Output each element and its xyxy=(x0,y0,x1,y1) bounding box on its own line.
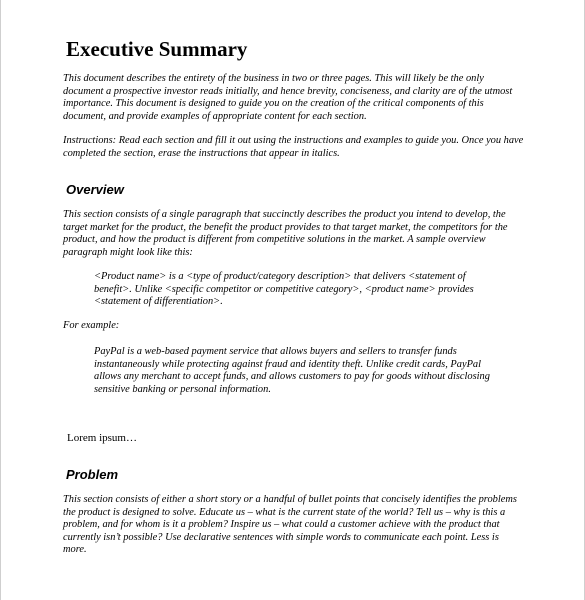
overview-template-statement: <Product name> is a <type of product/category description> that delivers <statement of benefit>. Unlike <specific competitor or competitive category>, <product name> provides <statement of differentiation>. xyxy=(94,271,474,308)
problem-heading: Problem xyxy=(66,467,119,482)
overview-description: This section consists of a single paragraph that succinctly describes the product you intend to develop, the target market for the product, the benefit the product provides to that target market, the competitors for the product, and how the product is different from competitive solutions in the market. A sample overview paragraph might look like this: xyxy=(63,209,508,258)
overview-heading: Overview xyxy=(66,182,124,197)
intro-paragraph: This document describes the entirety of the business in two or three pages. This will likely be the only document a prospective investor reads initially, and hence brevity, conciseness, and clarity are of the utmost importance. This document is designed to guide you on the creation of the critical components of this document, and provide examples of appropriate content for each section. xyxy=(63,73,513,122)
instructions-paragraph: Instructions: Read each section and fill it out using the instructions and examples to guide you. Once you have completed the section, erase the instructions that appear in italics. xyxy=(63,135,524,159)
page-title: Executive Summary xyxy=(66,37,248,61)
example-label: For example: xyxy=(63,320,120,331)
problem-description: This section consists of either a short story or a handful of bullet points that concisely identifies the problems the product is designed to solve. Educate us – what is the current state of the world? Tell us – why is this a problem, and for whom is it a problem? Inspire us – what could a customer achieve with the product that currently isn’t possible? Use declarative sentences with simple words to communicate each point. Less is more. xyxy=(63,494,517,556)
paypal-example-paragraph: PayPal is a web-based payment service that allows buyers and sellers to transfer funds instantaneously while protecting against fraud and identity theft. Unlike credit cards, PayPal allows any merchant to accept funds, and allows customers to pay for goods without disclosing sensitive banking or personal information. xyxy=(94,346,490,395)
lorem-placeholder: Lorem ipsum… xyxy=(67,432,137,444)
